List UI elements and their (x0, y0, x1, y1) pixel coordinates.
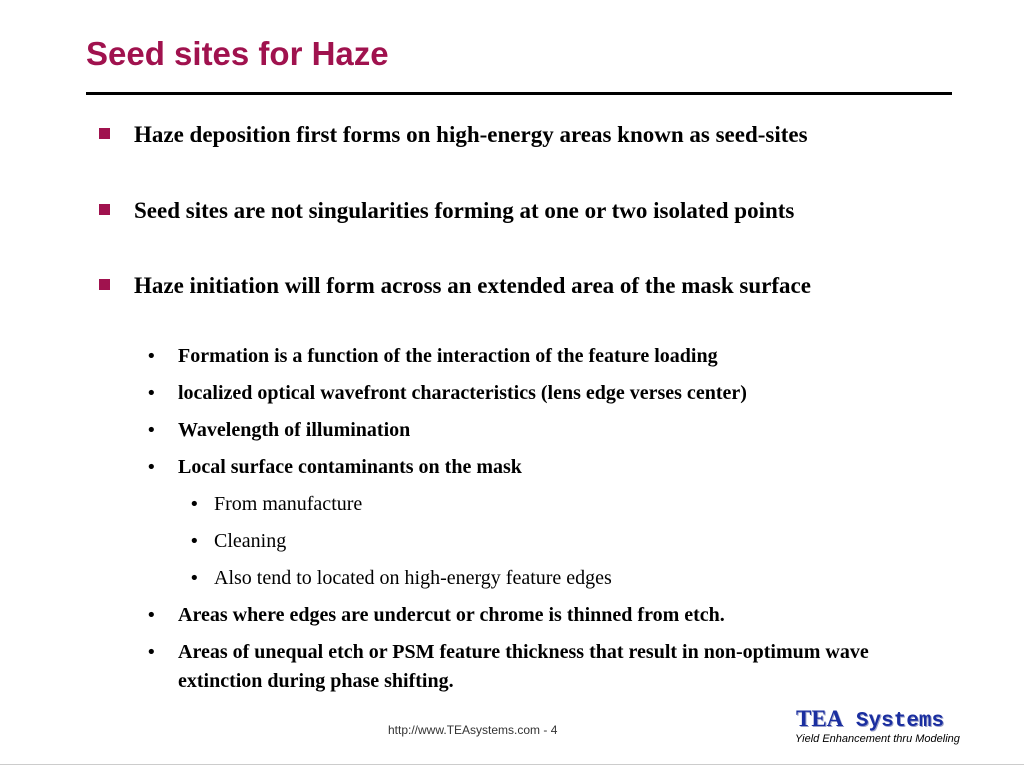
brand-logo (796, 706, 944, 733)
dot-bullet-icon: • (189, 494, 200, 515)
title-divider (86, 92, 952, 95)
sub-bullet-item: Local surface contaminants on the mask (178, 456, 522, 478)
sub-sub-bullet-item: Cleaning (214, 530, 287, 552)
bottom-divider (0, 764, 1024, 765)
bullet-item: Seed sites are not singularities forming at one or two isolated points (134, 198, 795, 223)
sub-bullet-item: localized optical wavefront characteristics (lens edge verses center) (178, 382, 747, 404)
sub-sub-bullet-item: Also tend to located on high-energy feature edges (214, 567, 612, 589)
dot-bullet-icon: • (146, 346, 157, 367)
sub-bullet-item: Wavelength of illumination (178, 419, 411, 441)
dot-bullet-icon: • (146, 383, 157, 404)
brand-systems: Systems (855, 710, 945, 733)
sub-bullet-item: Areas where edges are undercut or chrome is thinned from etch. (178, 604, 725, 626)
square-bullet-icon (99, 279, 110, 290)
bullet-item: Haze initiation will form across an extended area of the mask surface (134, 273, 811, 298)
bullet-item: Haze deposition first forms on high-energy areas known as seed-sites (134, 122, 808, 147)
dot-bullet-icon: • (189, 531, 200, 552)
brand-tagline: Yield Enhancement thru Modeling (795, 733, 960, 745)
square-bullet-icon (99, 204, 110, 215)
slide-title: Seed sites for Haze (86, 35, 389, 72)
sub-sub-bullet-item: From manufacture (214, 493, 363, 515)
dot-bullet-icon: • (146, 457, 157, 478)
dot-bullet-icon: • (146, 605, 157, 626)
brand-tea: TEA (796, 706, 844, 731)
footer-url-page: http://www.TEAsystems.com - 4 (388, 723, 558, 737)
square-bullet-icon (99, 128, 110, 139)
sub-bullet-item: Formation is a function of the interaction of the feature loading (178, 345, 718, 367)
dot-bullet-icon: • (146, 420, 157, 441)
sub-bullet-item: Areas of unequal etch or PSM feature thickness that result in non-optimum wave extinction during phase shifting. (178, 641, 869, 692)
dot-bullet-icon: • (189, 568, 200, 589)
dot-bullet-icon: • (146, 642, 157, 663)
